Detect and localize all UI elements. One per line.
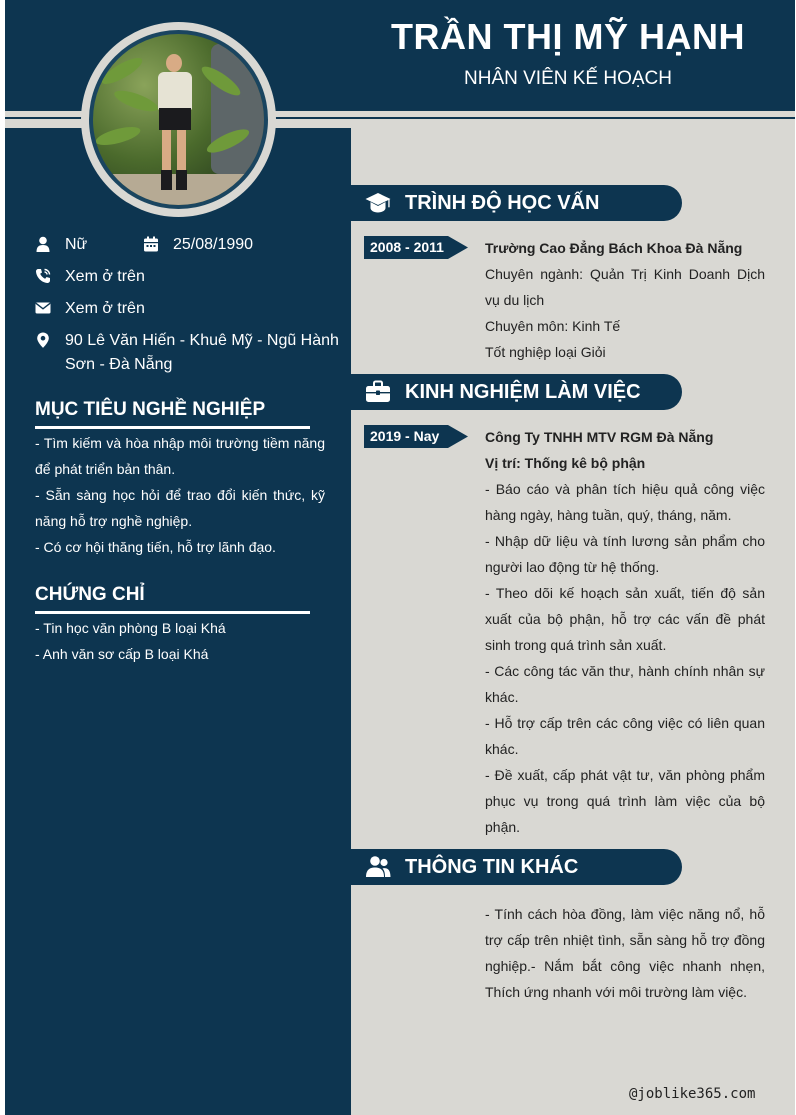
experience-duty: - Theo dõi kế hoạch sản xuất, tiến độ sản xuất của bộ phận, hỗ trợ các vấn đề phát sinh trong quá trình sản xuất. (485, 585, 765, 653)
experience-duty: - Hỗ trợ cấp trên các công việc có liên quan khác. (485, 715, 765, 757)
experience-date-tag (364, 425, 468, 448)
education-major: Chuyên ngành: Quản Trị Kinh Doanh Dịch vụ du lịch (485, 266, 765, 308)
phone-icon (35, 268, 51, 284)
education-subject: Chuyên môn: Kinh Tế (485, 318, 621, 334)
experience-duty: - Các công tác văn thư, hành chính nhân sự khác. (485, 663, 765, 705)
experience-duty: - Nhập dữ liệu và tính lương sản phẩm cho người lao động từ hệ thống. (485, 533, 765, 575)
avatar-person (177, 130, 186, 170)
experience-duty: - Đề xuất, cấp phát vật tư, văn phòng phẩm phục vụ trong quá trình làm việc của bộ phận. (485, 767, 765, 835)
avatar-person (166, 54, 182, 72)
avatar-person (159, 108, 191, 130)
avatar-leaf (112, 87, 160, 116)
gender-value: Nữ (65, 236, 88, 253)
education-title: TRÌNH ĐỘ HỌC VẤN (405, 192, 600, 214)
certificates-list (35, 615, 325, 667)
other-info-text: - Tính cách hòa đồng, làm việc năng nổ, hỗ trợ cấp trên nhiệt tình, sẵn sàng hỗ trợ đồng nghiệp.- Nắm bắt công việc nhanh nhẹn, Thích ứng nhanh với môi trường làm việc. (485, 906, 765, 1000)
address-line-2: Sơn - Đà Nẵng (65, 356, 173, 373)
certificates-title: CHỨNG CHỈ (35, 584, 145, 605)
graduation-cap-icon (365, 191, 391, 215)
envelope-icon (35, 300, 51, 316)
objective-text (35, 430, 325, 560)
education-date: 2008 - 2011 (370, 239, 444, 255)
candidate-role: NHÂN VIÊN KẾ HOẠCH (464, 68, 672, 89)
experience-date: 2019 - Nay (370, 428, 440, 444)
objective-line: - Sẵn sàng học hỏi để trao đổi kiến thức, kỹ năng hỗ trợ nghề nghiệp. (35, 487, 325, 529)
experience-position: Vị trí: Thống kê bộ phận (485, 455, 646, 471)
experience-duty: - Báo cáo và phân tích hiệu quả công việc hàng ngày, hàng tuần, quý, tháng, năm. (485, 481, 765, 523)
avatar-leaf (94, 123, 142, 148)
footer-website: @joblike365.com (629, 1086, 756, 1102)
certificate-item: - Tin học văn phòng B loại Khá (35, 620, 226, 636)
candidate-name: TRẦN THỊ MỸ HẠNH (391, 16, 745, 57)
education-details (485, 235, 765, 365)
map-pin-icon (35, 332, 51, 348)
person-icon (35, 236, 51, 252)
experience-details (485, 424, 765, 840)
certificates-divider (35, 611, 310, 614)
education-school: Trường Cao Đẳng Bách Khoa Đà Nẵng (485, 240, 743, 256)
avatar-person (176, 170, 187, 190)
objective-divider (35, 426, 310, 429)
other-info-header (351, 849, 682, 885)
birthday-value: 25/08/1990 (173, 236, 254, 253)
education-grade: Tốt nghiệp loại Giỏi (485, 344, 606, 360)
avatar (93, 34, 264, 205)
objective-title: MỤC TIÊU NGHỀ NGHIỆP (35, 399, 266, 420)
experience-title: KINH NGHIỆM LÀM VIỆC (405, 381, 641, 403)
experience-company: Công Ty TNHH MTV RGM Đà Nẵng (485, 429, 714, 445)
objective-line: - Có cơ hội thăng tiến, hỗ trợ lãnh đạo. (35, 539, 276, 555)
phone-value: Xem ở trên (65, 268, 145, 285)
email-value: Xem ở trên (65, 300, 145, 317)
objective-line: - Tìm kiếm và hòa nhập môi trường tiềm năng để phát triển bản thân. (35, 435, 325, 477)
other-info-title: THÔNG TIN KHÁC (405, 856, 579, 878)
education-header (351, 185, 682, 221)
avatar-person (162, 130, 171, 170)
avatar-planter (211, 44, 264, 174)
avatar-person (161, 170, 172, 190)
experience-header (351, 374, 682, 410)
calendar-icon (143, 236, 159, 252)
address-line-1: 90 Lê Văn Hiến - Khuê Mỹ - Ngũ Hành (65, 332, 339, 349)
users-icon (365, 855, 391, 879)
briefcase-icon (365, 380, 391, 404)
education-date-tag (364, 236, 468, 259)
avatar-person (158, 72, 192, 110)
certificate-item: - Anh văn sơ cấp B loại Khá (35, 646, 209, 662)
